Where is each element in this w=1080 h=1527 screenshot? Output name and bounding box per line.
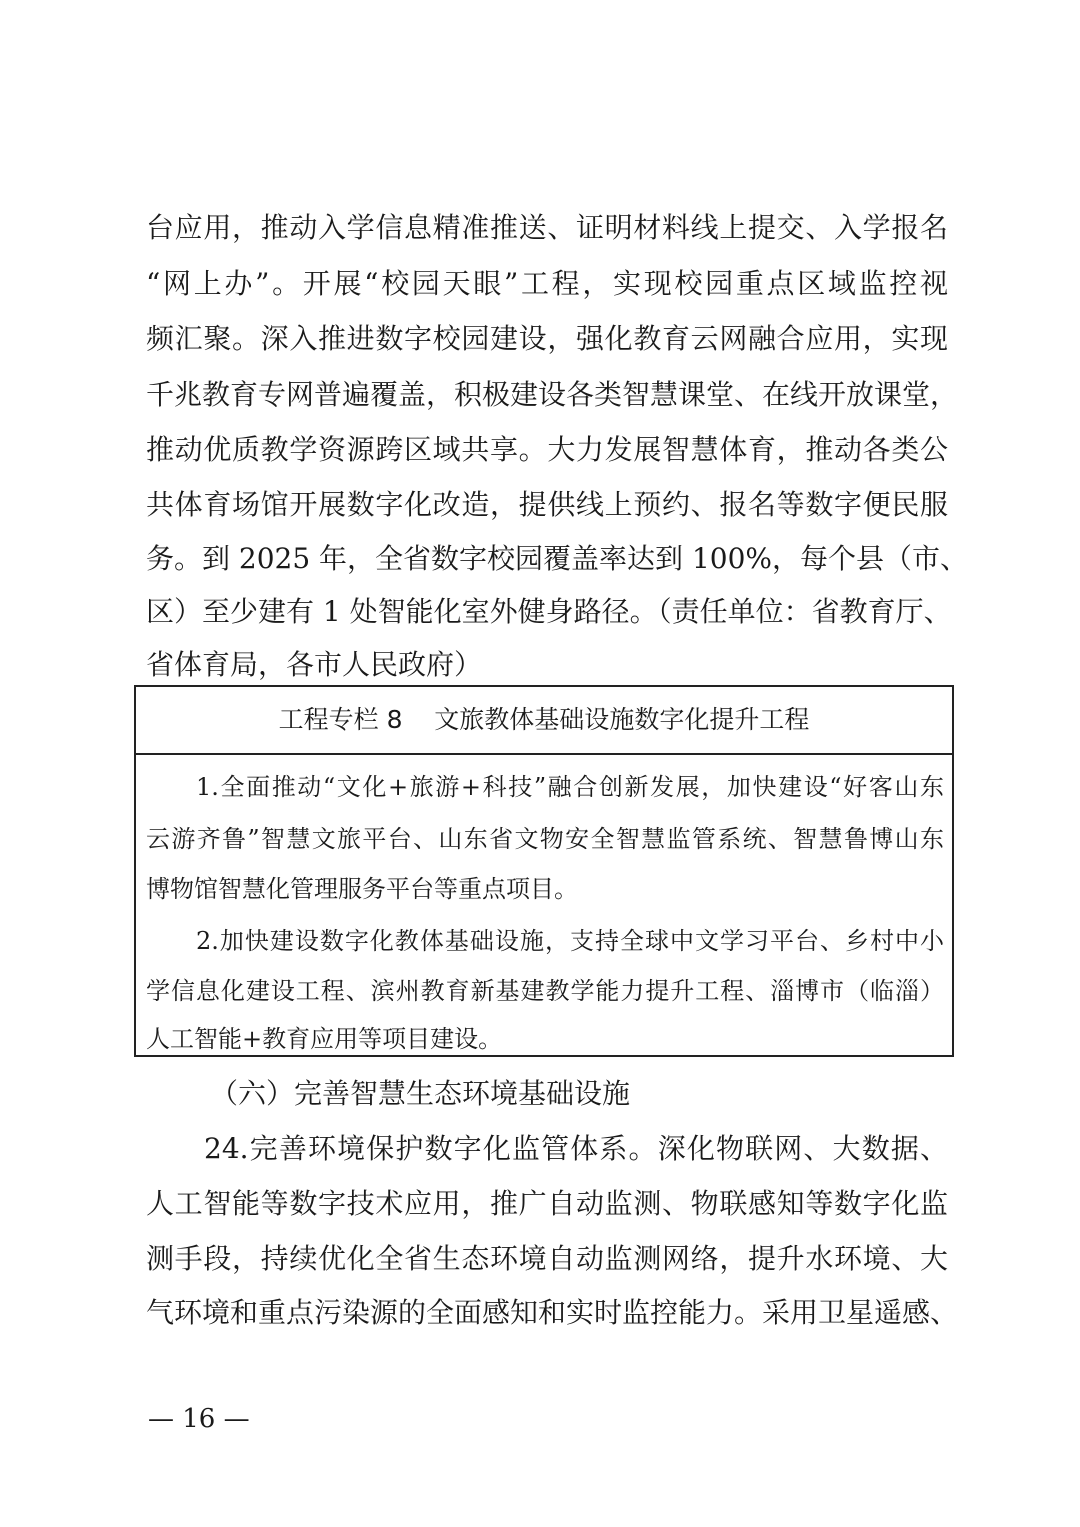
project-column-box: [134, 685, 954, 1057]
box-item-line: 学信息化建设工程、滨州教育新基建教学能力提升工程、淄博市（临淄）: [146, 977, 944, 1005]
text-line: “网上办”。开展“校园天眼”工程，实现校园重点区域监控视: [146, 267, 948, 300]
text-line: 省体育局，各市人民政府）: [146, 648, 483, 681]
text-line: 区）至少建有 1 处智能化室外健身路径。（责任单位：省教育厅、: [146, 595, 952, 628]
section-heading: （六）完善智慧生态环境基础设施: [210, 1077, 631, 1110]
box-item-line: 人工智能+教育应用等项目建设。: [146, 1025, 503, 1053]
text-line: 台应用，推动入学信息精准推送、证明材料线上提交、入学报名: [146, 211, 948, 244]
project-column-header: [136, 687, 952, 755]
text-line: 测手段，持续优化全省生态环境自动监测网络，提升水环境、大: [146, 1242, 948, 1275]
text-line: 24.完善环境保护数字化监管体系。深化物联网、大数据、: [204, 1132, 948, 1165]
text-line: 气环境和重点污染源的全面感知和实时监控能力。采用卫星遥感、: [146, 1296, 959, 1329]
text-line: 共体育场馆开展数字化改造，提供线上预约、报名等数字便民服: [146, 488, 948, 521]
text-line: 人工智能等数字技术应用，推广自动监测、物联感知等数字化监: [146, 1187, 948, 1220]
box-item-line: 2.加快建设数字化教体基础设施，支持全球中文学习平台、乡村中小: [196, 927, 944, 955]
text-line: 频汇聚。深入推进数字校园建设，强化教育云网融合应用，实现: [146, 322, 948, 355]
page-number: — 16 —: [148, 1404, 250, 1434]
text-line: 推动优质教学资源跨区域共享。大力发展智慧体育，推动各类公: [146, 433, 948, 466]
text-line: 务。到 2025 年，全省数字校园覆盖率达到 100%，每个县（市、: [146, 542, 969, 575]
box-item-line: 云游齐鲁”智慧文旅平台、山东省文物安全智慧监管系统、智慧鲁博山东: [146, 825, 944, 853]
project-column-title: 工程专栏 8 文旅教体基础设施数字化提升工程: [278, 705, 810, 734]
box-item-line: 1.全面推动“文化+旅游+科技”融合创新发展，加快建设“好客山东: [196, 773, 944, 801]
text-line: 千兆教育专网普遍覆盖，积极建设各类智慧课堂、在线开放课堂，: [146, 378, 959, 411]
box-item-line: 博物馆智慧化管理服务平台等重点项目。: [146, 875, 578, 903]
